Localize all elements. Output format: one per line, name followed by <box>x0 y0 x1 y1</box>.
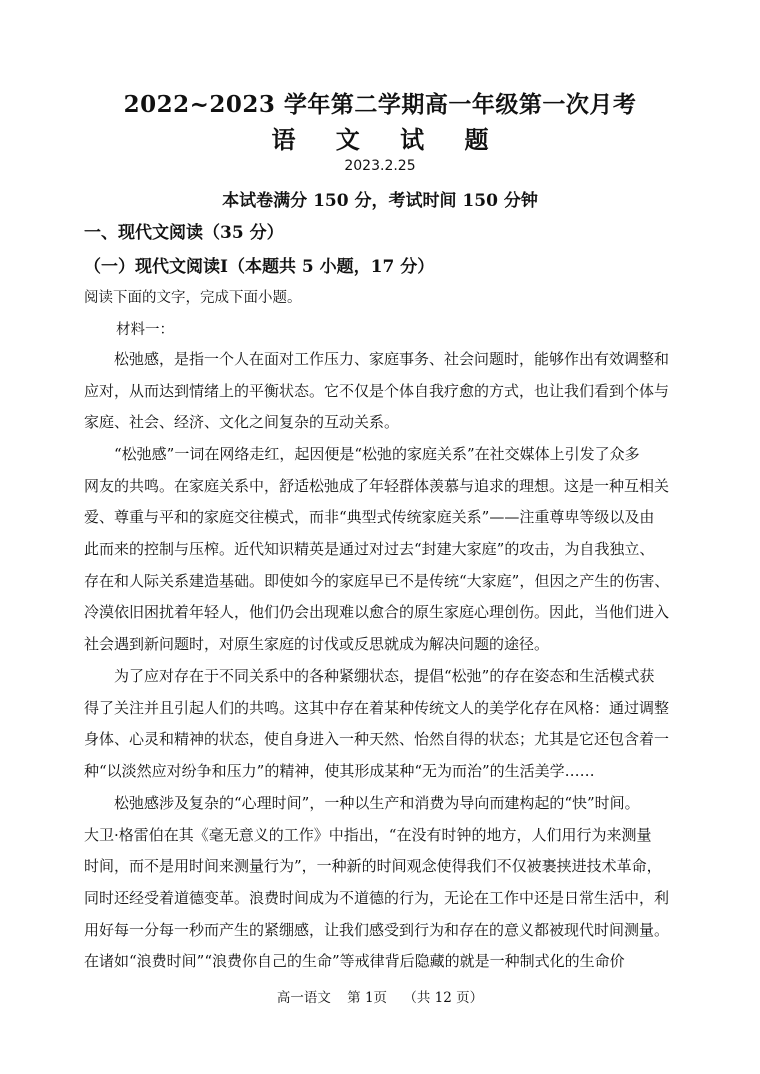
passage-line: 松弛感涉及复杂的“心理时间”，一种以生产和消费为导向而建构起的“快”时间。 <box>84 794 640 812</box>
passage-paragraph-3 <box>84 661 684 788</box>
passage-line: 为了应对存在于不同关系中的各种紧绷状态，提倡“松弛”的存在姿态和生活模式获 <box>84 667 655 685</box>
passage-paragraph-1 <box>84 344 684 439</box>
passage-line: 爱、尊重与平和的家庭交往模式，而非“典型式传统家庭关系”——注重尊卑等级以及由 <box>84 508 655 527</box>
passage-line: 同时还经受着道德变革。浪费时间成为不道德的行为，无论在工作中还是日常生活中，利 <box>84 889 670 908</box>
passage-line: 得了关注并且引起人们的共鸣。这其中存在着某种传统文人的美学化存在风格：通过调整 <box>84 698 670 717</box>
passage-line: 大卫·格雷伯在其《毫无意义的工作》中指出，“在没有时钟的地方，人们用行为来测量 <box>84 825 652 844</box>
exam-title: 2022~2023 学年第二学期高一年级第一次月考 <box>123 91 637 118</box>
exam-note: 本试卷满分 150 分，考试时间 150 分钟 <box>222 191 538 211</box>
passage-paragraph-4 <box>84 788 684 978</box>
passage-line: 存在和人际关系建造基础。即使如今的家庭早已不是传统“大家庭”，但因之产生的伤害、 <box>84 571 670 590</box>
passage-line: 身体、心灵和精神的状态，使自身进入一种天然、怡然自得的状态；尤其是它还包含着一 <box>84 730 670 749</box>
passage-line: 网友的共鸣。在家庭关系中，舒适松弛成了年轻群体羡慕与追求的理想。这是一种互相关 <box>84 476 670 495</box>
footer-subject: 高一语文 <box>276 990 331 1006</box>
passage-paragraph-2 <box>84 439 684 661</box>
passage-line: “松弛感”一词在网络走红，起因便是“松弛的家庭关系”在社交媒体上引发了众多 <box>84 445 640 463</box>
subsection-heading: （一）现代文阅读Ⅰ（本题共 5 小题，17 分） <box>84 257 435 277</box>
footer-page-number: 第 1页 <box>347 990 388 1006</box>
passage-line: 应对，从而达到情绪上的平衡状态。它不仅是个体自我疗愈的方式，也让我们看到个体与 <box>84 381 670 400</box>
passage-line: 社会遇到新问题时，对原生家庭的讨伐或反思就成为解决问题的途径。 <box>84 635 550 654</box>
passage-line: 此而来的控制与压榨。近代知识精英是通过对过去“封建大家庭”的攻击，为自我独立、 <box>84 540 655 559</box>
passage-line: 种“以淡然应对纷争和压力”的精神，使其形成某种“无为而治”的生活美学…… <box>84 762 595 781</box>
passage-line: 用好每一分每一秒而产生的紧绷感，让我们感受到行为和存在的意义都被现代时间测量。 <box>84 920 670 939</box>
passage-line: 时间，而不是用时间来测量行为”，一种新的时间观念使得我们不仅被裹挟进技术革命， <box>84 857 662 876</box>
footer-page-total: （共 12 页） <box>403 990 484 1006</box>
passage-line: 冷漠依旧困扰着年轻人，他们仍会出现难以愈合的原生家庭心理创伤。因此，当他们进入 <box>84 603 670 622</box>
instruction-text: 阅读下面的文字，完成下面小题。 <box>84 290 302 306</box>
passage-line: 家庭、社会、经济、文化之间复杂的互动关系。 <box>84 413 400 432</box>
page-footer <box>0 986 760 1006</box>
section-heading: 一、现代文阅读（35 分） <box>84 223 284 243</box>
exam-date: 2023.2.25 <box>344 158 416 174</box>
exam-subject-title: 语 文 试 题 <box>271 125 505 154</box>
material-label: 材料一： <box>116 322 174 338</box>
passage-line: 在诸如“浪费时间”“浪费你自己的生命”等戒律背后隐藏的就是一种制式化的生命价 <box>84 952 625 971</box>
passage-line: 松弛感，是指一个人在面对工作压力、家庭事务、社会问题时，能够作出有效调整和 <box>84 350 670 368</box>
